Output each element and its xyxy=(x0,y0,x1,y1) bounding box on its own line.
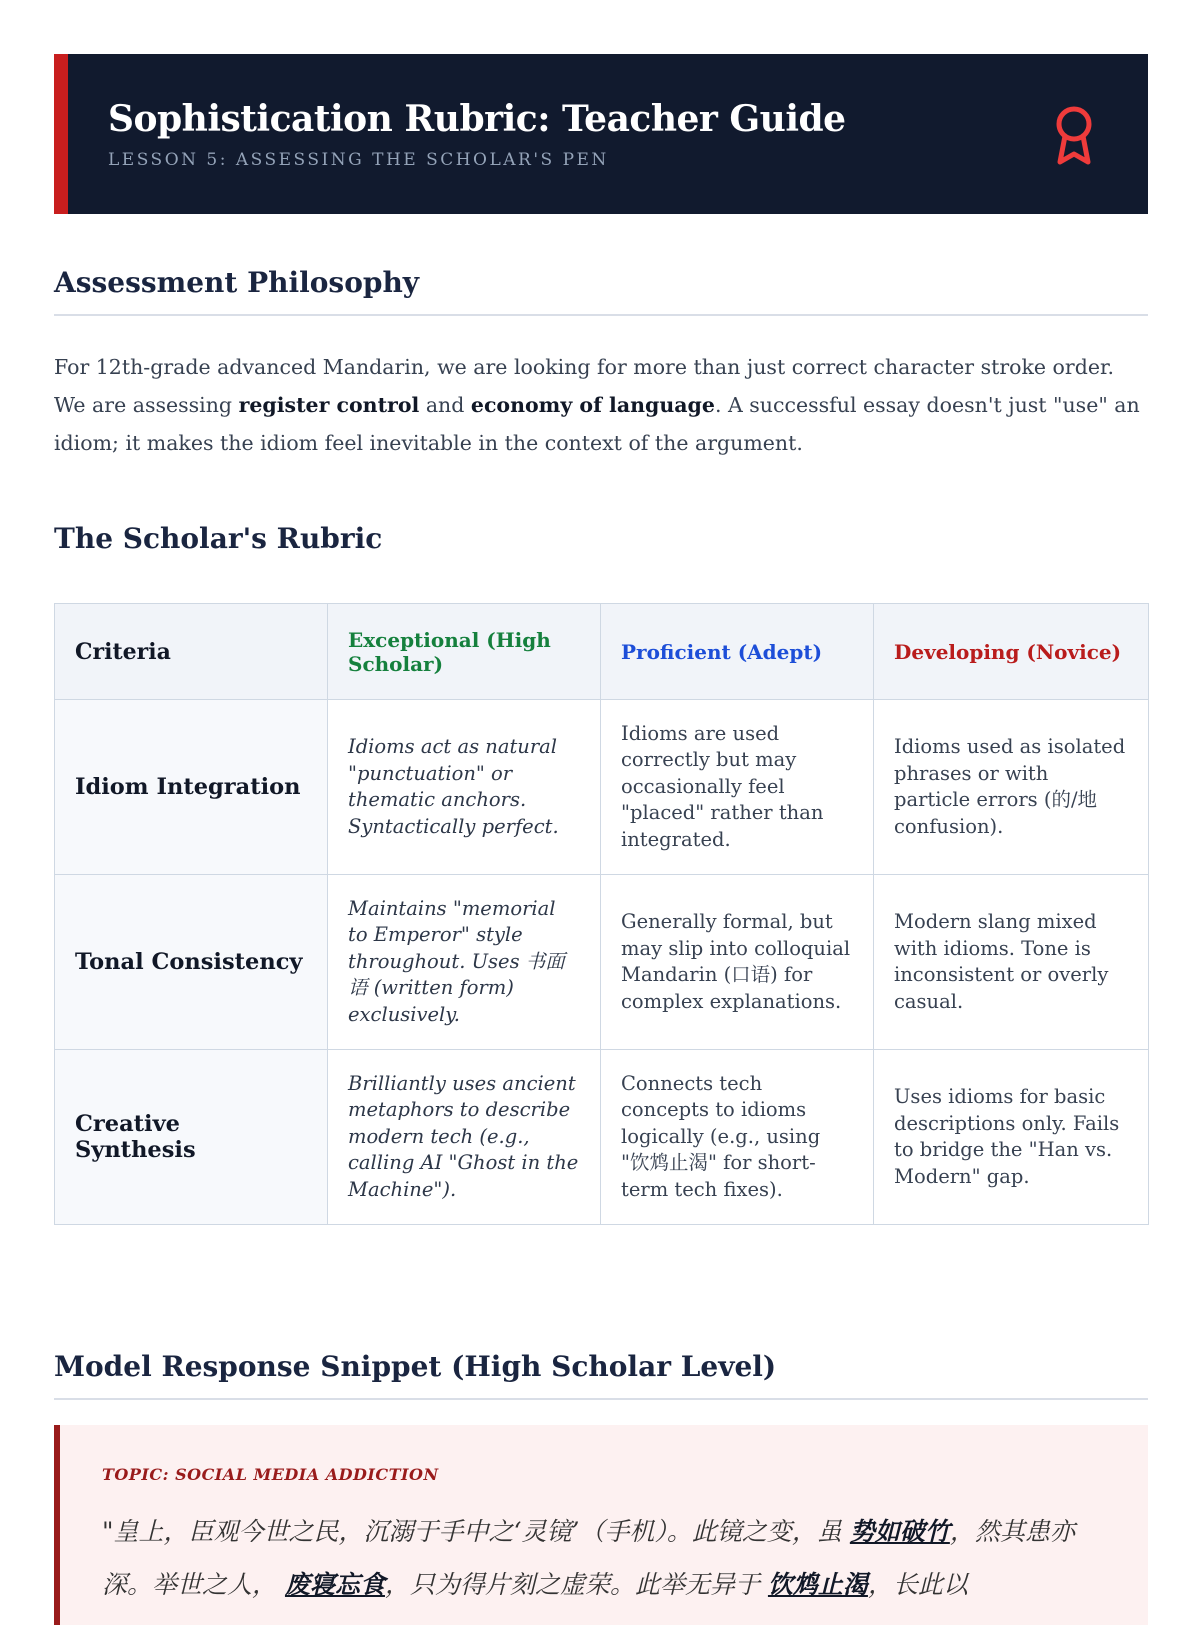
section-heading-philosophy: Assessment Philosophy xyxy=(54,266,420,299)
header-banner xyxy=(54,54,1148,214)
model-response-box xyxy=(54,1425,1148,1625)
award-ribbon-icon xyxy=(1052,102,1096,166)
idiom-highlight: 废寝忘食 xyxy=(284,1570,385,1599)
proficient-cell: Connects tech concepts to idioms logically (e.g., using "饮鸩止渴" for short-term tech fixes). xyxy=(601,1050,874,1225)
column-header-exceptional: Exceptional (High Scholar) xyxy=(328,604,601,700)
criteria-cell: Idiom Integration xyxy=(55,700,328,875)
quote-text: ，然其患亦深。举世之人， xyxy=(102,1517,1075,1599)
philosophy-paragraph xyxy=(54,348,1148,462)
philosophy-text: and xyxy=(419,393,471,417)
developing-cell: Idioms used as isolated phrases or with particle errors (的/地 confusion). xyxy=(874,700,1149,875)
model-response-quote xyxy=(102,1505,1102,1611)
philosophy-emphasis: register control xyxy=(238,393,420,417)
developing-cell: Modern slang mixed with idioms. Tone is inconsistent or overly casual. xyxy=(874,875,1149,1050)
criteria-cell: Tonal Consistency xyxy=(55,875,328,1050)
exceptional-cell: Idioms act as natural "punctuation" or thematic anchors. Syntactically perfect. xyxy=(328,700,601,875)
section-heading-rubric: The Scholar's Rubric xyxy=(54,522,383,555)
column-header-criteria: Criteria xyxy=(55,604,328,700)
philosophy-emphasis: economy of language xyxy=(470,393,715,417)
idiom-highlight: 饮鸩止渴 xyxy=(767,1570,868,1599)
exceptional-cell: Brilliantly uses ancient metaphors to describe modern tech (e.g., calling AI "Ghost in the Machine"). xyxy=(328,1050,601,1225)
column-header-proficient: Proficient (Adept) xyxy=(601,604,874,700)
table-row xyxy=(55,1050,1149,1225)
page-subtitle: LESSON 5: ASSESSING THE SCHOLAR'S PEN xyxy=(108,150,609,170)
page-title: Sophistication Rubric: Teacher Guide xyxy=(108,98,846,140)
table-row xyxy=(55,700,1149,875)
proficient-cell: Idioms are used correctly but may occasionally feel "placed" rather than integrated. xyxy=(601,700,874,875)
topic-label: TOPIC: SOCIAL MEDIA ADDICTION xyxy=(102,1465,439,1484)
philosophy-text: For 12th-grade advanced Mandarin, we are looking for more than just correct character stroke order. We are assessing xyxy=(54,355,1115,417)
developing-cell: Uses idioms for basic descriptions only. Fails to bridge the "Han vs. Modern" gap. xyxy=(874,1050,1149,1225)
criteria-cell: Creative Synthesis xyxy=(55,1050,328,1225)
rubric-table xyxy=(54,603,1149,1225)
column-header-developing: Developing (Novice) xyxy=(874,604,1149,700)
idiom-highlight: 势如破竹 xyxy=(849,1517,950,1546)
quote-text: ，长此以 xyxy=(867,1570,968,1599)
section-divider xyxy=(54,314,1148,316)
section-divider xyxy=(54,1398,1148,1400)
quote-text: "皇上，臣观今世之民，沉溺于手中之‘灵镜’（手机）。此镜之变，虽 xyxy=(102,1517,850,1546)
exceptional-cell: Maintains "memorial to Emperor" style throughout. Uses 书面语 (written form) exclusively. xyxy=(328,875,601,1050)
philosophy-text: . A successful essay doesn't just "use" an idiom; it makes the idiom feel inevitable in the context of the argument. xyxy=(54,393,1140,455)
rubric-header-row xyxy=(55,604,1149,700)
quote-text: ，只为得片刻之虚荣。此举无异于 xyxy=(384,1570,768,1599)
table-row xyxy=(55,875,1149,1050)
proficient-cell: Generally formal, but may slip into colloquial Mandarin (口语) for complex explanations. xyxy=(601,875,874,1050)
section-heading-model-response: Model Response Snippet (High Scholar Level) xyxy=(54,1350,777,1383)
